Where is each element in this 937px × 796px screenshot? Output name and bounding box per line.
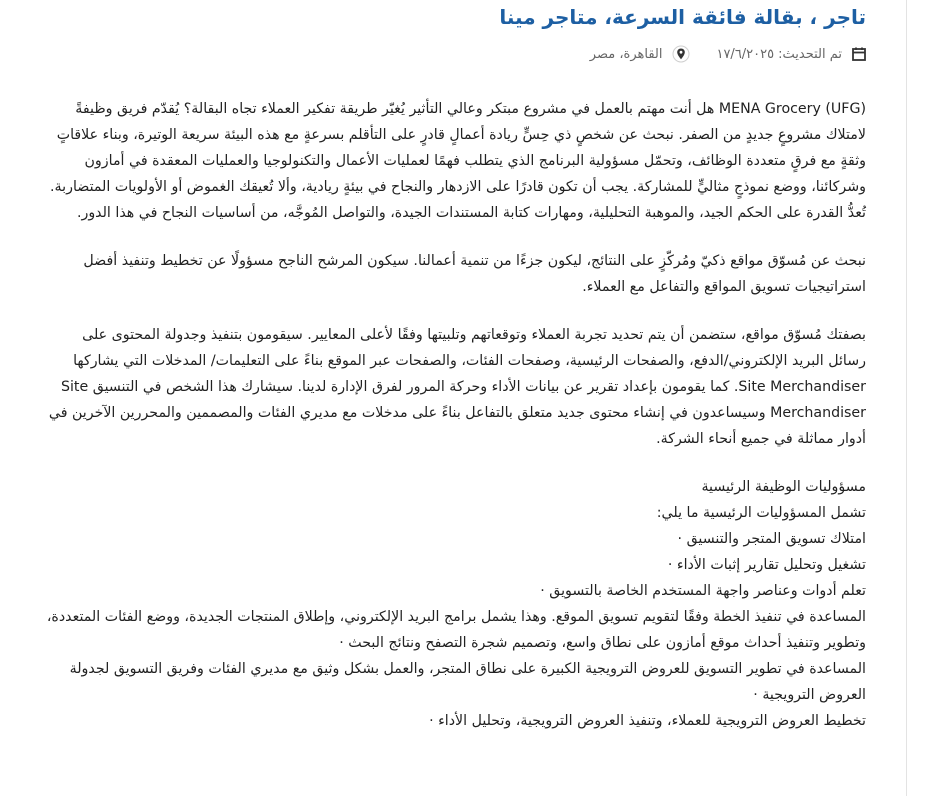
description-paragraph: نبحث عن مُسوّق مواقع ذكيّ ومُركّزٍ على النتائج، ليكون جزءًا من تنمية أعمالنا. سيكون المرشح الناجح مسؤولًا عن تخطيط وتنفيذ أفضل استراتيجيات تسويق المواقع والتفاعل مع العملاء.: [83, 253, 866, 295]
list-item: [44, 708, 866, 734]
list-item: [44, 656, 866, 708]
bullet: ·: [339, 635, 344, 651]
job-title: تاجر ، بقالة فائقة السرعة، متاجر مينا: [499, 5, 866, 29]
list-item: [44, 604, 866, 656]
responsibility-text: تشغيل وتحليل تقارير إثبات الأداء: [676, 557, 866, 573]
bullet: ·: [677, 531, 683, 547]
location-info: [590, 45, 691, 63]
responsibilities-heading: مسؤوليات الوظيفة الرئيسية: [701, 479, 866, 495]
responsibilities-intro: تشمل المسؤوليات الرئيسية ما يلي:: [656, 505, 866, 521]
updated-label: تم التحديث:: [778, 46, 842, 62]
bullet: ·: [429, 713, 434, 729]
calendar-icon: [852, 47, 866, 61]
bullet: ·: [667, 557, 673, 573]
responsibility-text: تعلم أدوات وعناصر واجهة المستخدم الخاصة بالتسويق: [549, 583, 866, 599]
responsibility-text: المساعدة في تطوير التسويق للعروض الترويجية الكبيرة على نطاق المتجر، والعمل بشكل وثيق مع مديري الفئات وفريق التسويق لجدولة العروض الترويجية: [69, 661, 866, 703]
responsibility-text: تخطيط العروض الترويجية للعملاء، وتنفيذ العروض الترويجية، وتحليل الأداء: [438, 713, 866, 729]
card-border: [906, 0, 907, 796]
job-description: [44, 96, 866, 734]
responsibility-text: المساعدة في تنفيذ الخطة وفقًا لتقويم تسويق الموقع. وهذا يشمل برامج البريد الإلكتروني، وإطلاق المنتجات الجديدة، ووضع الفئات المتعددة، وتطوير وتنفيذ أحداث موقع أمازون على نطاق واسع، وتصميم شجرة التصفح ونتائج البحث: [46, 609, 866, 651]
list-item: [44, 578, 866, 604]
bullet: ·: [753, 687, 758, 703]
location-text: القاهرة، مصر: [589, 46, 663, 62]
responsibility-text: امتلاك تسويق المتجر والتنسيق: [686, 531, 866, 547]
updated-info: [716, 47, 866, 62]
location-pin-icon: [672, 45, 690, 63]
bullet: ·: [540, 583, 545, 599]
job-meta: [564, 40, 866, 68]
description-paragraph: MENA Grocery (UFG) هل أنت مهتم بالعمل في مشروع مبتكر وعالي التأثير يُغيّر طريقة تفكير العملاء تجاه البقالة؟ يُقدّم فريق وظيفةً لامتلاك مشروعٍ جديدٍ من الصفر. نبحث عن شخصٍ ذي حِسٍّ ريادة أعمالٍ قادرٍ على التأقلم بسرعةٍ مع هذه البيئة سريعة الوتيرة، وبناء علاقاتٍ وثقةٍ مع فرقٍ متعددة الوظائف، وتحمّل مسؤولية البرنامج الذي يتطلب فهمًا لعمليات الأعمال والتكنولوجيا والعمليات المعقدة في أمازون وشركائنا، ووضع نموذجٍ مثاليٍّ للمشاركة. يجب أن تكون قادرًا على الازدهار والنجاح في بيئةٍ ريادية، وألا تُعيقك الغموض أو الأولويات المتضاربة. تُعدُّ القدرة على الحكم الجيد، والموهبة التحليلية، ومهارات كتابة المستندات الجيدة، والتواصل المُوجَّه، من أساسيات النجاح في هذا الدور.: [50, 101, 866, 221]
responsibilities-list: [44, 526, 866, 734]
description-paragraph: بصفتك مُسوّق مواقع، ستضمن أن يتم تحديد تجربة العملاء وتوقعاتهم وتلبيتها وفقًا لأعلى المعايير. سيقومون بتنفيذ وجدولة المحتوى على رسائل البريد الإلكتروني/الدفع، والصفحات الرئيسية، وصفحات الفئات، والصفحات عبر الموقع بناءً على التعليمات/ المدخلات التي يشاركها Site Merchandiser. كما يقومون بإعداد تقرير عن بيانات الأداء وحركة المرور لفرق الإدارة لدينا. سيشارك هذا الشخص في التنسيق Site Merchandiser وسيساعدون في إنشاء محتوى جديد متعلق بالتفاعل بناءً على مدخلات مع مديري الفئات والمصممين والمحررين الآخرين في أدوار مماثلة في جميع أنحاء الشركة.: [48, 327, 866, 447]
job-detail: [36, 0, 866, 796]
list-item: [44, 552, 866, 578]
list-item: [44, 526, 866, 552]
updated-date: ١٧/٦/٢٠٢٥: [716, 46, 775, 62]
